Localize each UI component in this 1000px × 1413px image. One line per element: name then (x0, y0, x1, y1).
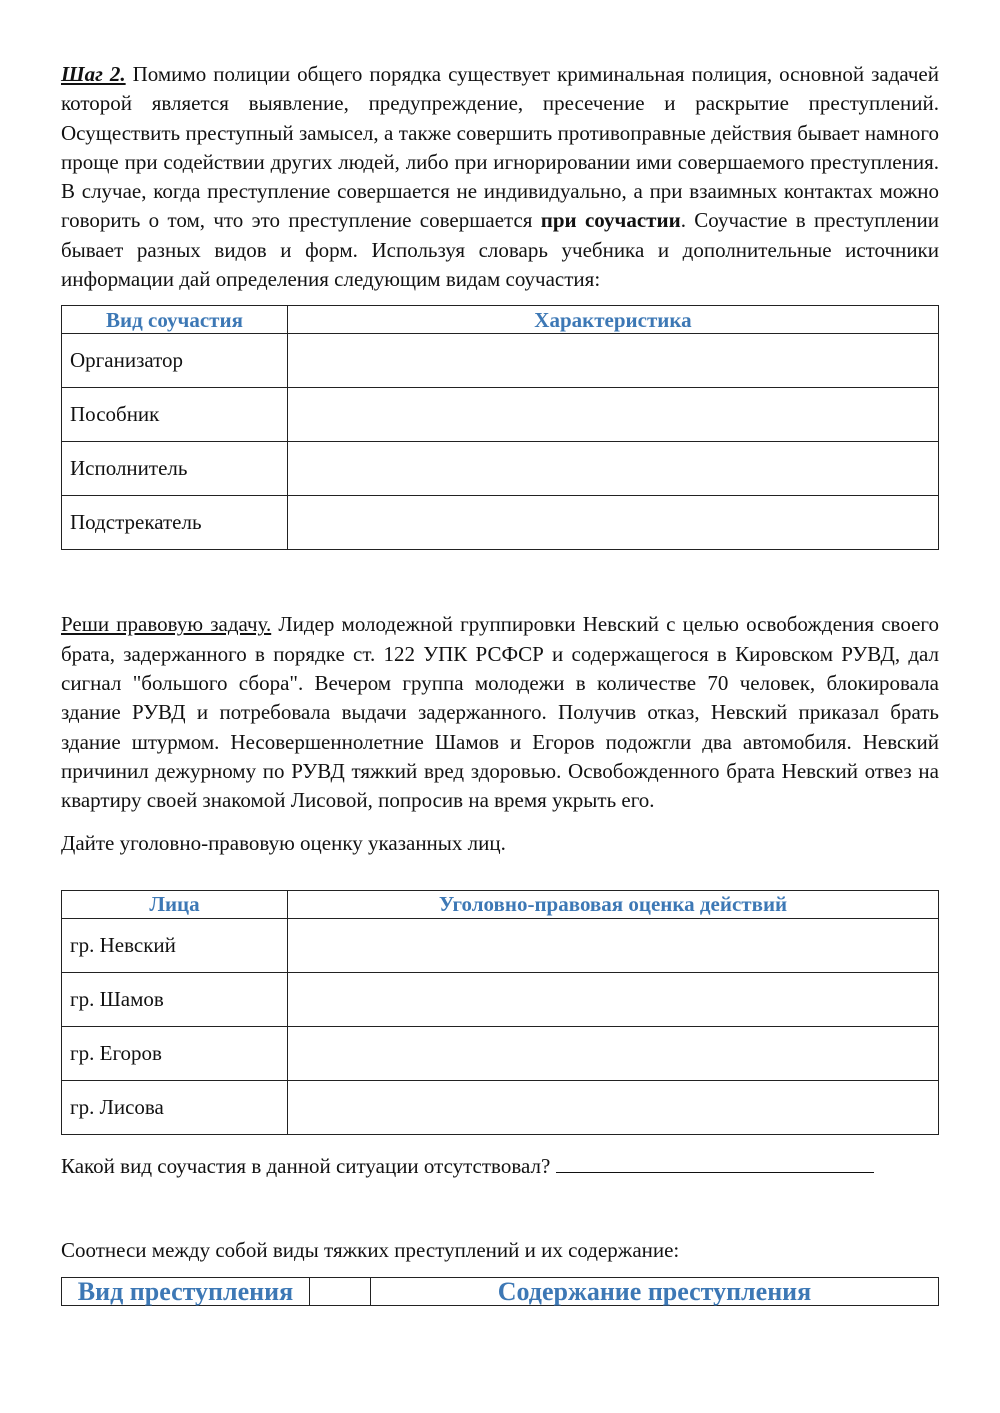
person-cell: гр. Лисова (62, 1080, 288, 1134)
complicity-header-description: Характеристика (288, 306, 939, 334)
question-line (61, 1152, 939, 1181)
assessment-answer-cell[interactable] (288, 918, 939, 972)
worksheet-page (61, 60, 939, 1306)
step2-lead: Шаг 2. (61, 62, 126, 86)
complicity-type-cell: Исполнитель (62, 442, 288, 496)
complicity-answer-cell[interactable] (288, 334, 939, 388)
table-row (62, 442, 939, 496)
question-text: Какой вид соучастия в данной ситуации отсутствовал? (61, 1153, 551, 1178)
task-text: Лидер молодежной группировки Невский с целью освобождения своего брата, задержанного в порядке ст. 122 УПК РСФСР и содержащегося в Кировском РУВД, дал сигнал "большого сбора". Вечером группа молодежи в количестве 70 человек, блокировала здание РУВД и потребовала выдачи задержанного. Получив отказ, Невский приказал брать здание штурмом. Несовершеннолетние Шамов и Егоров подожгли два автомобиля. Невский причинил дежурному по РУВД тяжкий вред здоровью. Освобожденного брата Невский отвез на квартиру своей знакомой Лисовой, попросив на время укрыть его. (61, 612, 939, 813)
table-row (62, 334, 939, 388)
assessment-header-persons: Лица (62, 890, 288, 918)
task-paragraph (61, 610, 939, 815)
assessment-answer-cell[interactable] (288, 972, 939, 1026)
complicity-answer-cell[interactable] (288, 388, 939, 442)
assessment-header-evaluation: Уголовно-правовая оценка действий (288, 890, 939, 918)
step2-paragraph (61, 60, 939, 294)
step2-bold-term: при соучастии (540, 208, 681, 233)
answer-blank[interactable] (556, 1152, 874, 1173)
assessment-answer-cell[interactable] (288, 1080, 939, 1134)
crime-header-blank (310, 1278, 371, 1306)
step2-text-before: Помимо полиции общего порядка существует криминальная полиция, основной задачей которой является выявление, предупреждение, пресечение и раскрытие преступлений. Осуществить преступный замысел, а также совершить противоправные действия бывает намного проще при содействии других людей, либо при игнорировании ими совершаемого преступления. В случае, когда преступление совершается не индивидуально, а при взаимных контактах можно говорить о том, что это преступление совершается (61, 62, 939, 233)
table-row (62, 1026, 939, 1080)
complicity-type-cell: Пособник (62, 388, 288, 442)
table-row (62, 388, 939, 442)
step2-text-after: . Соучастие в преступлении бывает разных видов и форм. Используя словарь учебника и дополнительные источники информации дай определения следующим видам соучастия: (61, 208, 940, 292)
crime-header-type: Вид преступления (62, 1278, 310, 1306)
table-row (62, 972, 939, 1026)
assessment-answer-cell[interactable] (288, 1026, 939, 1080)
crime-header-content: Содержание преступления (371, 1278, 939, 1306)
complicity-answer-cell[interactable] (288, 496, 939, 550)
task-lead: Реши правовую задачу. (61, 612, 272, 637)
person-cell: гр. Невский (62, 918, 288, 972)
match-instruction: Соотнеси между собой виды тяжких преступлений и их содержание: (61, 1238, 680, 1263)
crime-match-table (61, 1277, 939, 1306)
person-cell: гр. Егоров (62, 1026, 288, 1080)
complicity-answer-cell[interactable] (288, 442, 939, 496)
table-row (62, 918, 939, 972)
table-row (62, 1080, 939, 1134)
complicity-type-cell: Подстрекатель (62, 496, 288, 550)
person-cell: гр. Шамов (62, 972, 288, 1026)
task-instruction: Дайте уголовно-правовую оценку указанных лиц. (61, 831, 506, 856)
complicity-type-cell: Организатор (62, 334, 288, 388)
assessment-table (61, 890, 939, 1135)
complicity-header-type: Вид соучастия (62, 306, 288, 334)
table-row (62, 496, 939, 550)
complicity-table (61, 305, 939, 550)
